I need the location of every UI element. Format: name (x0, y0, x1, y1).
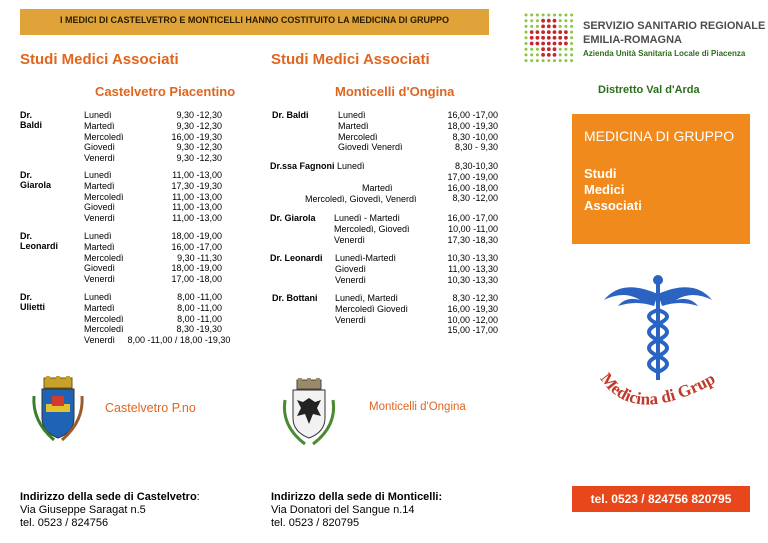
doctor-days: Mercoledì, Giovedì, Venerdì (305, 194, 417, 204)
left-schedule (20, 110, 250, 350)
doctor-hours: 9,30 -12,30 9,30 -12,30 16,00 -19,30 9,30 -12,30 9,30 -12,30 (171, 110, 222, 164)
logo-dot (564, 42, 568, 46)
logo-dot (564, 53, 567, 56)
doctor-hours: 8,30-10,30 17,00 -19,00 16,00 -18,00 8,30 -12,00 (447, 161, 498, 204)
logo-dot (564, 36, 568, 40)
logo-dot (564, 25, 567, 28)
logo-dot (525, 25, 528, 28)
doctor-days: Lunedì (337, 161, 365, 171)
logo-dot (570, 48, 573, 51)
left-heading: Studi Medici Associati (20, 51, 179, 68)
logo-dot (541, 53, 545, 57)
top-banner: I MEDICI DI CASTELVETRO E MONTICELLI HANNO COSTITUITO LA MEDICINA DI GRUPPO (20, 9, 489, 35)
logo-line3: Azienda Unità Sanitaria Locale di Piacenza (583, 49, 746, 58)
logo-dot (530, 14, 533, 17)
logo-dot (530, 19, 533, 22)
doctor-name: Dr. Bottani (272, 293, 318, 303)
doctor-hours: 16,00 -17,00 10,00 -11,00 17,30 -18,30 (447, 213, 498, 245)
doctor-hours: 8,30 -12,30 16,00 -19,30 10,00 -12,00 15,00 -17,00 (447, 293, 498, 336)
doctor-name: Dr. Ulietti (20, 292, 46, 312)
castelvetro-coat-of-arms-icon (28, 376, 88, 444)
logo-dot (525, 31, 528, 34)
logo-dot (570, 53, 573, 56)
caduceus-icon (592, 270, 732, 445)
logo-dot (559, 59, 562, 62)
doctor-days: Lunedì, Martedì Mercoledì Giovedì Venerdì (335, 293, 409, 325)
logo-dot (530, 30, 534, 34)
doctor-hours: 8,00 -11,00 8,00 -11,00 8,00 -11,00 8,30 -19,30 (176, 292, 222, 335)
logo-dot (547, 59, 550, 62)
middle-town-label: Monticelli d'Ongina (369, 401, 466, 413)
logo-dot (525, 53, 528, 56)
logo-dot (536, 53, 539, 56)
left-address: Indirizzo della sede di Castelvetro: Via Giuseppe Saragat n.5 tel. 0523 / 824756 (20, 491, 200, 529)
box-subtitle: Studi Medici Associati (584, 166, 642, 213)
logo-dot (536, 30, 540, 34)
logo-dot (559, 25, 562, 28)
middle-schedule (258, 110, 518, 350)
logo-dot (547, 42, 551, 46)
logo-dot (564, 14, 567, 17)
doctor-name: Dr.ssa Fagnoni (270, 161, 335, 171)
logo-dot (525, 19, 528, 22)
doctor-name: Dr. Leonardi (20, 231, 59, 251)
logo-dot (525, 48, 528, 51)
logo-dot (553, 36, 557, 40)
doctor-extra-hours: Venerdì 8,00 -11,00 / 18,00 -19,30 (84, 335, 231, 346)
doctor-name: Dr. Leonardi (270, 253, 323, 263)
logo-dot (547, 19, 551, 23)
left-location: Castelvetro Piacentino (95, 84, 236, 99)
logo-dot (570, 19, 573, 22)
logo-dot (536, 19, 539, 22)
doctor-days: Lunedì Martedì Mercoledì Giovedì Venerdì (84, 110, 124, 164)
logo-dot (547, 25, 551, 29)
logo-dot (564, 48, 567, 51)
middle-address: Indirizzo della sede di Monticelli: Via Donatori del Sangue n.14 tel. 0523 / 820795 (271, 491, 443, 529)
doctor-name: Dr. Baldi (272, 110, 309, 120)
logo-dot (559, 53, 562, 56)
doctor-days: Lunedì Martedì Mercoledì Giovedì Venerdì (84, 170, 124, 224)
logo-dot (559, 14, 562, 17)
logo-dot (547, 47, 551, 51)
left-town-label: Castelvetro P.no (105, 401, 196, 415)
logo-dot (553, 47, 557, 51)
doctor-days: Lunedì Martedì Mercoledì Giovedì Venerdì (338, 110, 403, 153)
logo-dot (525, 59, 528, 62)
logo-dot (530, 25, 533, 28)
middle-location: Monticelli d'Ongina (335, 84, 455, 99)
logo-dot (564, 19, 567, 22)
doctor-name: Dr. Baldi (20, 110, 43, 130)
caduceus-logo (592, 270, 732, 445)
logo-dot (541, 47, 545, 51)
doctor-days: Lunedì Martedì Mercoledì Giovedì Venerdì (84, 231, 124, 285)
logo-dot (536, 42, 540, 46)
logo-line1: SERVIZIO SANITARIO REGIONALE (583, 20, 766, 32)
monticelli-coat-of-arms-icon (277, 378, 341, 448)
logo-dot (553, 53, 557, 57)
logo-dot (530, 42, 534, 46)
logo-dot (558, 36, 562, 40)
logo-dot (530, 53, 533, 56)
logo-dot (553, 59, 556, 62)
logo-dot (547, 30, 551, 34)
logo-dot (536, 59, 539, 62)
district-label: Distretto Val d'Arda (598, 84, 700, 96)
doctor-hours: 16,00 -17,00 18,00 -19,30 8,30 -10,00 8,30 - 9,30 (447, 110, 498, 153)
logo-dot (541, 30, 545, 34)
doctor-days: Lunedì Martedì Mercoledì Mercoledì (84, 292, 124, 335)
logo-line2: EMILIA-ROMAGNA (583, 34, 682, 46)
logo-dot (542, 59, 545, 62)
ssr-dots-icon (523, 12, 575, 64)
logo-dot (536, 14, 539, 17)
logo-dot (553, 30, 557, 34)
arc-text: Medicina di Grup (596, 368, 719, 409)
logo-dot (536, 36, 540, 40)
doctor-days: Lunedì - Martedì Mercoledì, Giovedì Venerdì (334, 213, 410, 245)
logo-dot (541, 25, 545, 29)
doctor-name: Dr. Giarola (270, 213, 316, 223)
doctor-hours: 11,00 -13,00 17,30 -19,30 11,00 -13,00 11,00 -13,00 11,00 -13,00 (171, 170, 222, 224)
medicina-di-gruppo-box (572, 114, 750, 244)
logo-dot (553, 19, 557, 23)
ssr-logo (523, 12, 766, 64)
logo-dot (525, 14, 528, 17)
logo-dot (541, 19, 545, 23)
logo-dot (547, 36, 551, 40)
logo-dot (558, 42, 562, 46)
logo-dot (542, 14, 545, 17)
doctor-name: Dr. Giarola (20, 170, 52, 190)
middle-heading: Studi Medici Associati (271, 51, 430, 68)
logo-dot (564, 59, 567, 62)
logo-dot (570, 14, 573, 17)
logo-dot (553, 42, 557, 46)
doctor-days: Lunedì-Martedì Giovedì Venerdì (335, 253, 397, 285)
logo-dot (530, 36, 534, 40)
logo-dot (525, 42, 528, 45)
logo-dot (530, 48, 533, 51)
logo-dot (525, 36, 528, 39)
logo-dot (564, 30, 568, 34)
logo-dot (547, 14, 550, 17)
logo-dot (570, 31, 573, 34)
logo-dot (536, 48, 539, 51)
logo-dot (541, 42, 545, 46)
logo-dot (536, 25, 539, 28)
logo-dot (570, 25, 573, 28)
logo-dot (553, 25, 557, 29)
logo-dot (570, 59, 573, 62)
logo-dot (570, 42, 573, 45)
doctor-hours: 10,30 -13,30 11,00 -13,30 10,30 -13,30 (447, 253, 498, 285)
box-title: MEDICINA DI GRUPPO (584, 128, 735, 144)
logo-dot (559, 48, 562, 51)
doctor-days: Martedì (362, 183, 393, 193)
logo-dot (570, 36, 573, 39)
right-phone: tel. 0523 / 824756 820795 (572, 486, 750, 512)
logo-dot (553, 14, 556, 17)
logo-dot (559, 19, 562, 22)
logo-dot (547, 53, 551, 57)
logo-dot (541, 36, 545, 40)
logo-dot (530, 59, 533, 62)
logo-dot (558, 30, 562, 34)
doctor-hours: 18,00 -19,00 16,00 -17,00 9,30 -11,30 18,00 -19,00 17,00 -18,00 (171, 231, 222, 285)
